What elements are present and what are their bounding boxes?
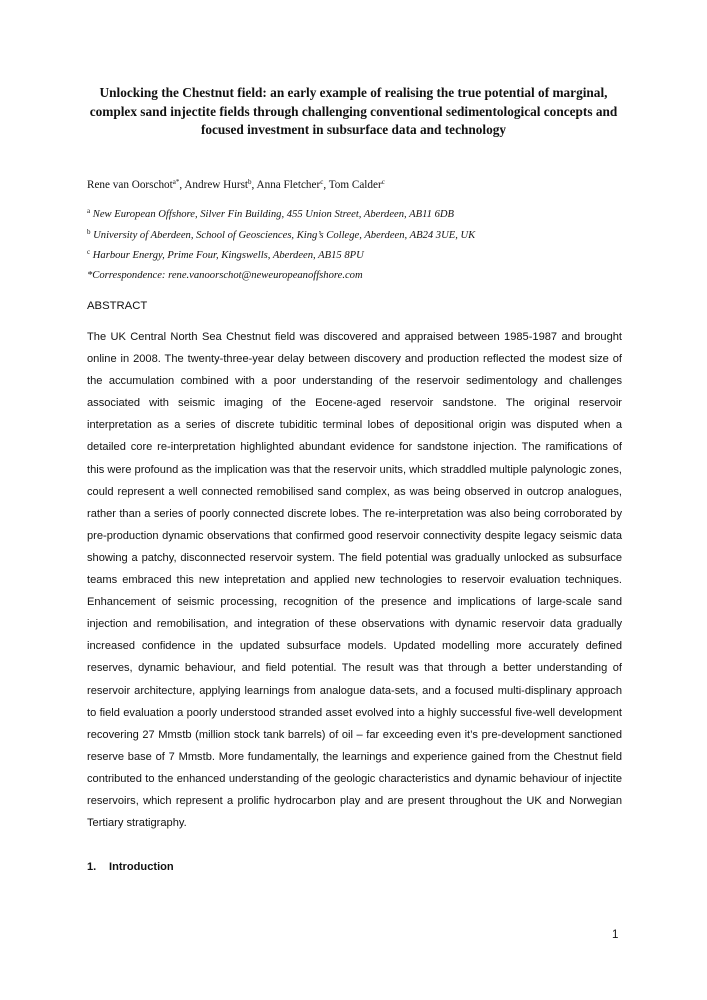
affiliation: $^a$ New European Offshore, Silver Fin Building, 455 Union Street, Aberdeen, AB11 6DB [87, 207, 454, 220]
affiliation: $^c$ Harbour Energy, Prime Four, Kingswells, Aberdeen, AB15 8PU [87, 248, 364, 261]
page-number: 1 [612, 929, 619, 941]
author: Rene van Oorschot$^{a*}$, [87, 178, 185, 191]
correspondence: *Correspondence: rene.vanoorschot@neweuropeanoffshore.com [87, 270, 363, 281]
author: Tom Calder$^c$ [328, 178, 385, 191]
abstract-heading: ABSTRACT [87, 300, 148, 312]
author: Andrew Hurst$^b$, [184, 178, 257, 191]
affiliation: $^b$ University of Aberdeen, School of Geosciences, King’s College, Aberdeen, AB24 3UE, UK [87, 228, 476, 241]
abstract-body: The UK Central North Sea Chestnut field was discovered and appraised between 1985-1987 and brought online in 2008. The twenty-three-year delay between discovery and production reflected the modest size of the accumulation combined with a poor understanding of the reservoir sedimentology and challenges associated with seismic imaging of the Eocene-aged reservoir sandstone. The original reservoir interpretation as a series of discrete tubiditic terminal lobes of depositional origin was disputed when a detailed core re-interpretation highlighted abundant evidence for sandstone injection. The ramifications of this were profound as the implication was that the reservoir units, which straddled multiple palynologic zones, could represent a well connected remobilised sand complex, as was being observed in outcrop analogues, rather than a series of poorly connected discrete lobes. The re-interpretation was also being corroborated by pre-production dynamic observations that confirmed good reservoir connectivity despite legacy seismic data showing a patchy, disconnected reservoir system. The field potential was gradually unlocked as subsurface teams embraced this new intepretation and applied new technologies to reservoir evaluation techniques. Enhancement of seismic processing, recognition of the presence and implications of large-scale sand injection and remobilisation, and integration of these observations with dynamic reservoir data gradually increased confidence in the updated subsurface models. Updated modelling more accurately defined reserves, dynamic behaviour, and field potential. The result was that through a better understanding of reservoir architecture, applying learnings from analogue data-sets, and a focused multi-displinary approach to field evaluation a poorly understood stranded asset evolved into a highly successful five-well development recovering 27 Mmstb (million stock tank barrels) of oil – far exceeding even it’s pre-development sanctioned reserve base of 7 Mmstb. More fundamentally, the learnings and experience gained from the Chestnut field contributed to the enhanced understanding of the geologic characteristics and dynamic behaviour of injectite reservoirs, which represent a prolific hydrocarbon play and are present throughout the UK and Norwegian Tertiary stratigraphy. [87, 331, 622, 830]
paper-title: Unlocking the Chestnut field: an early example of realising the true potential of marginal, complex sand injectite fields through challenging conventional sedimentological concepts and focused investment in subsurface data and technology [89, 85, 618, 137]
author-list [87, 178, 627, 193]
section-number: 1. [87, 861, 97, 873]
section-heading [87, 860, 174, 875]
section-title: Introduction [109, 861, 174, 873]
author: Anna Fletcher$^c$, [256, 178, 329, 191]
